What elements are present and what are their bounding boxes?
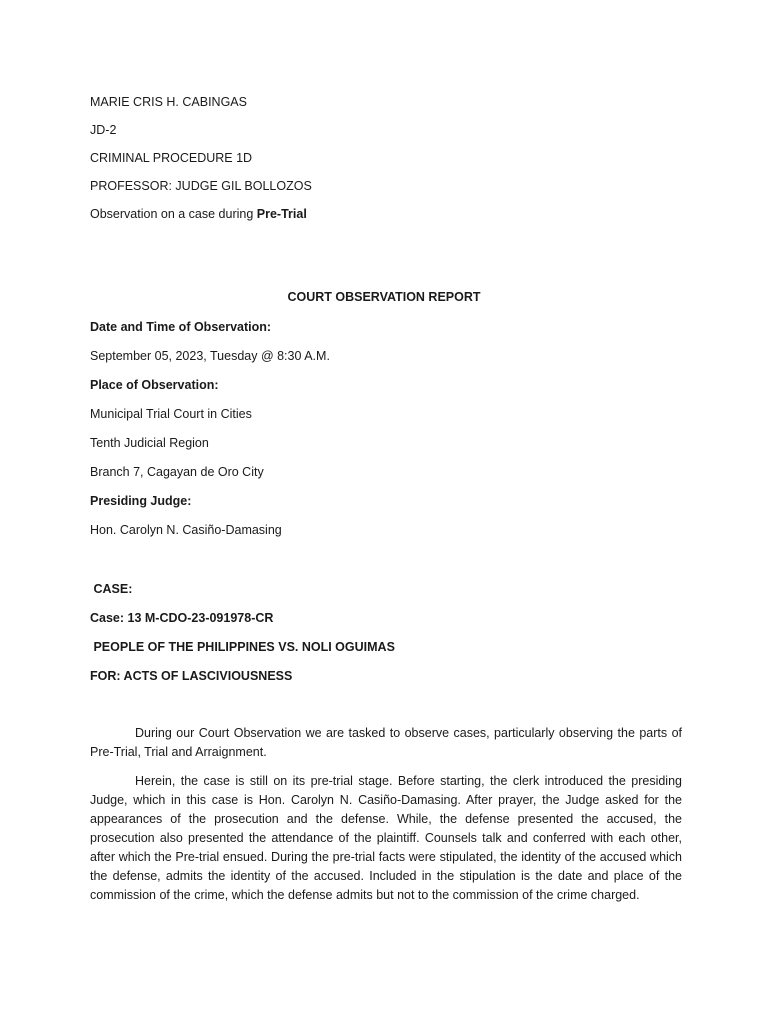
student-year: JD-2 xyxy=(90,123,117,137)
student-name: MARIE CRIS H. CABINGAS xyxy=(90,95,247,109)
observation-subject xyxy=(90,205,307,224)
place-line: Municipal Trial Court in Cities xyxy=(90,407,252,421)
place-line: Tenth Judicial Region xyxy=(90,436,209,450)
judge-label: Presiding Judge: xyxy=(90,494,192,508)
judge-value: Hon. Carolyn N. Casiño-Damasing xyxy=(90,523,282,537)
report-title: COURT OBSERVATION REPORT xyxy=(287,290,481,304)
case-number: Case: 13 M-CDO-23-091978-CR xyxy=(90,611,274,625)
observation-prefix: Observation on a case during xyxy=(90,207,257,221)
body-paragraph: Herein, the case is still on its pre-trial stage. Before starting, the clerk introduced the presiding Judge, which in this case is Hon. Carolyn N. Casiño-Damasing. After prayer, the Judge asked for the appearances of the prosecution and the defense. While, the defense presented the accused, the prosecution also presented the attendance of the plaintiff. Counsels talk and conferred with each other, after which the Pre-trial ensued. During the pre-trial facts were stipulated, the identity of the accused which the defense, admits the identity of the accused. Included in the stipulation is the date and place of the commission of the crime, which the defense admits but not to the commission of the crime charged. xyxy=(90,774,682,902)
date-label: Date and Time of Observation: xyxy=(90,320,272,334)
observation-stage: Pre-Trial xyxy=(256,207,307,221)
professor-name: PROFESSOR: JUDGE GIL BOLLOZOS xyxy=(90,179,312,193)
date-value: September 05, 2023, Tuesday @ 8:30 A.M. xyxy=(90,349,330,363)
case-title: PEOPLE OF THE PHILIPPINES VS. NOLI OGUIMAS xyxy=(90,640,395,654)
course-name: CRIMINAL PROCEDURE 1D xyxy=(90,151,253,165)
body-paragraph: During our Court Observation we are tasked to observe cases, particularly observing the parts of Pre-Trial, Trial and Arraignment. xyxy=(90,726,682,759)
case-charge: FOR: ACTS OF LASCIVIOUSNESS xyxy=(90,669,293,683)
place-line: Branch 7, Cagayan de Oro City xyxy=(90,465,264,479)
case-label: CASE: xyxy=(90,582,133,596)
place-label: Place of Observation: xyxy=(90,378,219,392)
